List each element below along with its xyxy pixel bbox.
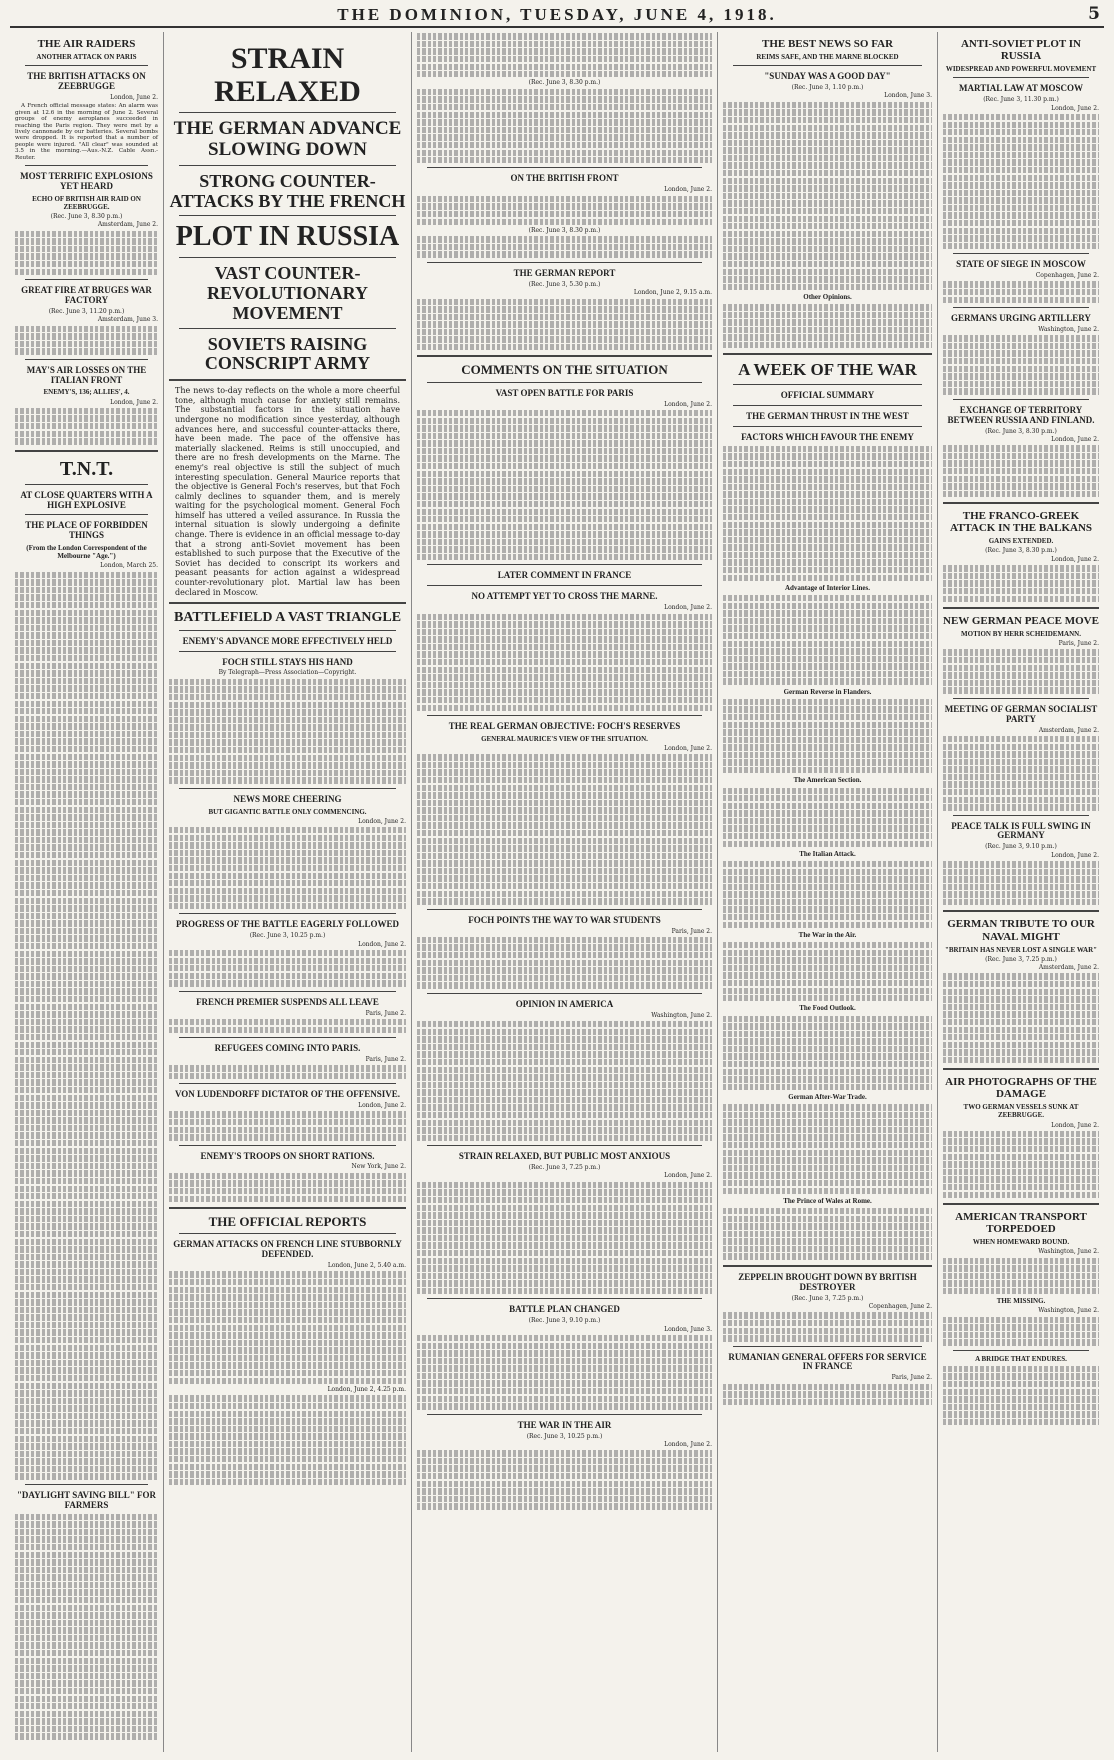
column-5 (938, 32, 1104, 1752)
headline-naval-might: GERMAN TRIBUTE TO OUR NAVAL MIGHT (947, 918, 1095, 943)
text-block (943, 736, 1099, 811)
headline-enemy-advance: ENEMY'S ADVANCE MORE EFFECTIVELY HELD (182, 635, 393, 646)
headline-factors: FACTORS WHICH FAVOUR THE ENEMY (741, 431, 914, 442)
text-block (169, 1173, 406, 1202)
headline-progress: PROGRESS OF THE BATTLE EAGERLY FOLLOWED (176, 919, 399, 930)
column-4 (718, 32, 938, 1752)
headline-official-summary: OFFICIAL SUMMARY (780, 390, 875, 401)
text-block (943, 1366, 1099, 1425)
received-line: (Rec. June 3, 10.25 p.m.) (526, 1432, 603, 1440)
headline-opinion-america: OPINION IN AMERICA (515, 998, 614, 1009)
text-block (417, 89, 712, 164)
dateline: Copenhagen, June 2. (1035, 272, 1099, 280)
headline-zeppelin: ZEPPELIN BROUGHT DOWN BY BRITISH DESTROYER (738, 1271, 917, 1292)
text-block (417, 410, 712, 560)
text-block (417, 754, 712, 904)
headline-british-front: ON THE BRITISH FRONT (510, 173, 619, 184)
column-3 (412, 32, 718, 1752)
masthead-title: THE DOMINION, TUESDAY, JUNE 4, 1918. (337, 5, 777, 24)
text-block (169, 1111, 406, 1140)
received-line: (Rec. June 3, 8.30 p.m.) (528, 79, 601, 87)
dateline: Washington, June 2. (1038, 1248, 1099, 1256)
page-number: 5 (1088, 4, 1100, 24)
received-line: (Rec. June 3, 11.30 p.m.) (983, 96, 1059, 104)
text-block (943, 973, 1099, 1063)
headline-german-advance: THE GERMAN ADVANCE SLOWING DOWN (173, 118, 402, 160)
text-block (169, 950, 406, 987)
dateline: London, June 2. (664, 1440, 712, 1448)
headline-good-day: "SUNDAY WAS A GOOD DAY" (764, 71, 891, 82)
headline-conscript-army: SOVIETS RAISING CONSCRIPT ARMY (204, 333, 371, 374)
subhead: GENERAL MAURICE'S VIEW OF THE SITUATION. (481, 734, 648, 743)
dateline: Washington, June 2. (1038, 325, 1099, 333)
text-block (723, 102, 932, 290)
headline-strain-relaxed: STRAIN RELAXED (214, 42, 361, 108)
dateline: London, June 2. (1051, 435, 1099, 443)
dateline: London, June 2, 4.25 p.m. (327, 1385, 406, 1393)
dateline: Washington, June 2. (1038, 1307, 1099, 1315)
headline-ludendorff: VON LUDENDORFF DICTATOR OF THE OFFENSIVE. (174, 1089, 400, 1100)
headline-vast-triangle: BATTLEFIELD A VAST TRIANGLE (173, 610, 402, 626)
headline-premier-leave: FRENCH PREMIER SUSPENDS ALL LEAVE (196, 996, 379, 1007)
subhead: The War in the Air. (798, 931, 857, 939)
text-block (723, 1384, 932, 1406)
text-block (943, 861, 1099, 905)
text-block (417, 614, 712, 711)
headline-refugees: REFUGEES COMING INTO PARIS. (214, 1042, 361, 1053)
text-block (417, 1182, 712, 1294)
text-block (943, 1317, 1099, 1346)
headline-zeebrugge: THE BRITISH ATTACKS ON ZEEBRUGGE (27, 71, 146, 92)
text-block (723, 304, 932, 348)
subhead: ECHO OF BRITISH AIR RAID ON ZEEBRUGGE. (32, 194, 141, 211)
dateline: London, June 2. (1051, 104, 1099, 112)
subhead: WIDESPREAD AND POWERFUL MOVEMENT (945, 65, 1097, 74)
headline-exchange-territory: EXCHANGE OF TERRITORY BETWEEN RUSSIA AND FINLAND. (947, 404, 1095, 425)
subhead: The Italian Attack. (799, 849, 856, 858)
subhead: Other Opinions. (803, 293, 852, 302)
text-block (723, 1104, 932, 1194)
dateline: London, June 2. (1051, 555, 1099, 563)
text-block (169, 1395, 406, 1485)
dateline: Amsterdam, June 2. (1038, 964, 1099, 972)
column-2 (164, 32, 412, 1752)
subhead: TWO GERMAN VESSELS SUNK AT ZEEBRUGGE. (963, 1103, 1079, 1120)
text-block (723, 1208, 932, 1260)
received-line: (Rec. June 3, 7.25 p.m.) (985, 955, 1057, 963)
headline-short-rations: ENEMY'S TROOPS ON SHORT RATIONS. (200, 1150, 375, 1161)
headline-air-photographs: AIR PHOTOGRAPHS OF THE DAMAGE (945, 1076, 1097, 1101)
dateline: London, June 2. (664, 744, 712, 752)
dateline: London, June 3. (664, 1325, 712, 1333)
dateline: Paris, June 2. (671, 927, 712, 935)
headline-no-attempt: NO ATTEMPT YET TO CROSS THE MARNE. (471, 591, 658, 602)
dateline: London, June 2. (664, 1172, 712, 1180)
text-block (169, 827, 406, 909)
headline-air-raiders: THE AIR RAIDERS (37, 38, 136, 50)
text-block (417, 299, 712, 351)
dateline: London, June 2. (664, 400, 712, 408)
dateline: London, June 2. (110, 398, 158, 406)
subhead: German After-War Trade. (788, 1093, 867, 1102)
subhead: German Reverse in Flanders. (783, 687, 872, 696)
headline-comments: COMMENTS ON THE SITUATION (461, 362, 668, 378)
subhead: ANOTHER ATTACK ON PARIS (36, 53, 137, 62)
dateline: Paris, June 2. (891, 1374, 932, 1382)
dateline: London, June 2. (664, 186, 712, 194)
headline-tnt: T.N.T. (59, 457, 114, 480)
text-block (169, 1065, 406, 1079)
subhead: REIMS SAFE, AND THE MARNE BLOCKED (756, 53, 899, 62)
text-block (723, 861, 932, 928)
subhead: The American Section. (793, 776, 862, 785)
text-block (943, 1258, 1099, 1295)
subhead: ENEMY'S, 136; ALLIES', 4. (43, 388, 130, 397)
text-block (943, 1131, 1099, 1198)
text-block (417, 196, 712, 225)
headline-rumanian-general: RUMANIAN GENERAL OFFERS FOR SERVICE IN FRANCE (728, 1351, 927, 1372)
text-block (723, 788, 932, 847)
headline-germans-artillery: GERMANS URGING ARTILLERY (951, 313, 1091, 323)
headline-open-battle: VAST OPEN BATTLE FOR PARIS (495, 387, 634, 398)
dateline: Paris, June 2. (365, 1009, 406, 1017)
text-block (417, 236, 712, 258)
text-block (15, 572, 158, 1480)
lead-summary: The news to-day reflects on the whole a more cheerful tone, although much cause for anxiety still remains. The substantial factors in the situation have undergone no modification since yesterday, although advances here, and successful counter-attacks there, have been made. The pace of the offensive has materially slackened. Reims is still unoccupied, and there are no fresh developments on the Marne. The enemy's real objective is still the subject of much interesting speculation. General Maurice reports that the objective is General Foch's reserves, but that Foch calmly declines to squander them, and is merely waiting for the psychological moment. General Foch himself has uttered a veiled assurance. In Russia the internal situation is slowly undergoing a definite change. There is evidence in an official message to-day that a strong anti-Soviet movement has been established to such purpose that the Executive of the Soviet has decided to conscript its workers and peasant peasants for action against a widespread counter-revolutionary plot. Martial law has been declared in Moscow. (175, 386, 400, 597)
text-block (943, 335, 1099, 394)
dateline: Paris, June 2. (365, 1055, 406, 1063)
dateline: London, June 2. (358, 817, 406, 825)
text-block (169, 679, 406, 784)
subhead: Advantage of Interior Lines. (784, 584, 871, 593)
text-block (15, 408, 158, 445)
subhead: A BRIDGE THAT ENDURES. (975, 1354, 1067, 1363)
text-block (15, 326, 158, 355)
headline-war-in-air: THE WAR IN THE AIR (517, 1419, 612, 1430)
article-text: A French official message states: An alarm was given at 12.6 in the morning of June 2. Several groups of enemy aeroplanes succeeded in reaching the Paris region. They were met by a lively cannonade by our batteries. Several bombs were dropped. It is reported that a number of people were injured. "All clear" was sounded at 3.5 in the morning.—Aus.-N.Z. Cable Assn.-Reuter. (15, 103, 158, 161)
received-line: (Rec. June 3, 5.30 p.m.) (528, 280, 601, 288)
text-block (417, 1335, 712, 1410)
headline-anti-soviet: ANTI-SOVIET PLOT IN RUSSIA (960, 38, 1082, 63)
headline-high-explosive: AT CLOSE QUARTERS WITH A HIGH EXPLOSIVE (20, 489, 153, 510)
dateline: London, June 2, 9.15 a.m. (633, 289, 712, 297)
received-line: (Rec. June 3, 9.10 p.m.) (528, 1317, 601, 1325)
text-block (169, 1271, 406, 1383)
dateline: London, March 25. (100, 562, 158, 570)
text-block (943, 281, 1099, 303)
headline-counter-revolutionary: VAST COUNTER-REVOLUTIONARY MOVEMENT (206, 263, 369, 323)
headline-foch: FOCH STILL STAYS HIS HAND (222, 656, 353, 667)
text-block (723, 595, 932, 685)
dateline: London, June 2. (1051, 851, 1099, 859)
byline: By Telegraph—Press Association—Copyright. (218, 669, 357, 677)
received-line: (Rec. June 3, 11.20 p.m.) (48, 307, 125, 315)
dateline: London, June 2. (110, 93, 158, 101)
headline-war-students: FOCH POINTS THE WAY TO WAR STUDENTS (468, 914, 661, 925)
subhead: (From the London Correspondent of the Melbourne "Age.") (26, 544, 147, 561)
received-line: (Rec. June 3, 1.10 p.m.) (791, 84, 864, 92)
received-line: (Rec. June 3, 8.30 p.m.) (528, 226, 601, 234)
text-block (943, 445, 1099, 497)
headline-peace-move: NEW GERMAN PEACE MOVE (943, 614, 1099, 627)
received-line: (Rec. June 3, 10.25 p.m.) (249, 932, 326, 940)
subhead: WHEN HOMEWARD BOUND. (972, 1238, 1070, 1247)
headline-real-objective: THE REAL GERMAN OBJECTIVE: FOCH'S RESERVES (448, 720, 681, 731)
text-block (169, 1019, 406, 1033)
headline-state-of-siege: STATE OF SIEGE IN MOSCOW (956, 259, 1086, 270)
dateline: London, June 2. (358, 1102, 406, 1110)
subhead: THE MISSING. (996, 1297, 1046, 1306)
subhead: BUT GIGANTIC BATTLE ONLY COMMENCING. (208, 807, 367, 816)
dateline: Amsterdam, June 2. (1038, 726, 1099, 734)
dateline: London, June 2. (358, 940, 406, 948)
text-block (15, 1514, 158, 1740)
dateline: Amsterdam, June 3. (97, 316, 158, 324)
text-block (417, 1021, 712, 1141)
subhead: The Food Outlook. (799, 1004, 856, 1013)
headline-later-comment: LATER COMMENT IN FRANCE (497, 570, 632, 581)
headline-public-anxious: STRAIN RELAXED, BUT PUBLIC MOST ANXIOUS (458, 1151, 671, 1162)
text-block (723, 942, 932, 1001)
headline-explosions: MOST TERRIFIC EXPLOSIONS YET HEARD (20, 170, 153, 191)
headline-battle-plan: BATTLE PLAN CHANGED (509, 1304, 620, 1315)
subhead: GAINS EXTENDED. (988, 537, 1054, 546)
masthead (10, 4, 1104, 28)
dateline: Amsterdam, June 2. (97, 221, 158, 229)
headline-german-thrust: THE GERMAN THRUST IN THE WEST (746, 411, 909, 422)
newspaper-columns (10, 32, 1104, 1752)
text-block (417, 937, 712, 989)
text-block (723, 699, 932, 774)
headline-transport-torpedoed: AMERICAN TRANSPORT TORPEDOED (955, 1210, 1087, 1236)
headline-official-reports: THE OFFICIAL REPORTS (208, 1214, 367, 1229)
subhead: "BRITAIN HAS NEVER LOST A SINGLE WAR" (944, 945, 1098, 954)
received-line: (Rec. June 3, 8.30 p.m.) (985, 547, 1057, 555)
dateline: New York, June 2. (351, 1163, 406, 1171)
headline-daylight-saving: "DAYLIGHT SAVING BILL" FOR FARMERS (16, 1489, 157, 1510)
subhead: The Prince of Wales at Rome. (783, 1196, 872, 1205)
dateline: Copenhagen, June 2. (868, 1303, 932, 1311)
headline-french-line: GERMAN ATTACKS ON FRENCH LINE STUBBORNLY DEFENDED. (173, 1239, 402, 1260)
column-1 (10, 32, 164, 1752)
text-block (943, 649, 1099, 693)
dateline: London, June 2, 5.40 a.m. (327, 1262, 406, 1270)
headline-italian-front: MAY'S AIR LOSSES ON THE ITALIAN FRONT (26, 364, 147, 385)
text-block (943, 565, 1099, 602)
text-block (723, 1016, 932, 1091)
subhead: MOTION BY HERR SCHEIDEMANN. (961, 630, 1081, 639)
headline-german-report: THE GERMAN REPORT (513, 267, 616, 278)
dateline: London, June 2. (1051, 1121, 1099, 1129)
text-block (417, 33, 712, 77)
received-line: (Rec. June 3, 8.30 p.m.) (985, 427, 1057, 435)
headline-franco-greek: THE FRANCO-GREEK ATTACK IN THE BALKANS (949, 510, 1093, 535)
headline-counter-attacks: STRONG COUNTER-ATTACKS BY THE FRENCH (169, 170, 406, 211)
text-block (723, 446, 932, 581)
received-line: (Rec. June 3, 8.30 p.m.) (50, 212, 123, 220)
text-block (15, 231, 158, 275)
headline-socialist-party: MEETING OF GERMAN SOCIALIST PARTY (944, 703, 1098, 724)
headline-forbidden-things: THE PLACE OF FORBIDDEN THINGS (25, 520, 148, 541)
headline-bruges-fire: GREAT FIRE AT BRUGES WAR FACTORY (21, 284, 152, 305)
dateline: Washington, June 2. (651, 1011, 712, 1019)
text-block (943, 114, 1099, 249)
received-line: (Rec. June 3, 9.10 p.m.) (985, 843, 1057, 851)
text-block (417, 1450, 712, 1509)
headline-martial-law: MARTIAL LAW AT MOSCOW (959, 83, 1083, 94)
headline-news-cheering: NEWS MORE CHEERING (233, 793, 342, 804)
dateline: Paris, June 2. (1058, 640, 1099, 648)
headline-peace-talk: PEACE TALK IS FULL SWING IN GERMANY (951, 820, 1091, 841)
headline-plot-in-russia: PLOT IN RUSSIA (175, 221, 400, 253)
headline-best-news: THE BEST NEWS SO FAR (761, 38, 894, 50)
headline-week-of-war: A WEEK OF THE WAR (738, 360, 917, 380)
received-line: (Rec. June 3, 7.25 p.m.) (791, 1294, 864, 1302)
text-block (723, 1312, 932, 1341)
dateline: London, June 3. (884, 92, 932, 100)
dateline: London, June 2. (664, 604, 712, 612)
received-line: (Rec. June 3, 7.25 p.m.) (528, 1164, 601, 1172)
